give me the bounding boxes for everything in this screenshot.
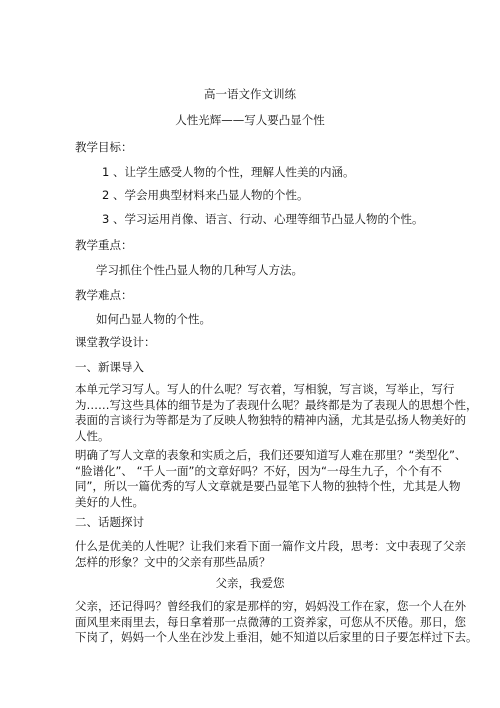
objectives-heading: 教学目标：: [75, 140, 133, 154]
design-heading: 课堂教学设计：: [75, 335, 156, 349]
paragraph-line: 面风里来雨里去，每日拿着那一点微薄的工资养家，可您从不厌倦。那日，您: [75, 614, 466, 629]
document-subtitle: 人性光辉——写人要凸显个性: [175, 113, 325, 127]
excerpt-title: 父亲，我爱您: [215, 576, 285, 590]
difficulty-heading: 教学难点：: [75, 288, 133, 302]
objective-item: 3 、学习运用肖像、语言、行动、心理等细节凸显人物的个性。: [102, 212, 424, 226]
paragraph-line: 什么是优美的人性呢？让我们来看下面一篇作文片段，思考：文中表现了父亲: [75, 539, 466, 553]
section-heading: 一、新课导入: [75, 360, 144, 374]
paragraph: [75, 382, 478, 444]
paragraph-line: 人性。: [75, 428, 110, 443]
excerpt-paragraph: [75, 599, 478, 646]
paragraph-line: “脸谱化”、 “千人一面”的文章好吗？不好，因为“一母生九子，个个有不: [75, 463, 442, 478]
paragraph-line: 表面的言谈行为等都是为了反映人物独特的精神内涵，尤其是弘扬人物美好的: [75, 413, 466, 427]
paragraph-line: 下岗了，妈妈一个人坐在沙发上垂泪，她不知道以后家里的日子要怎样过下去。: [75, 630, 478, 644]
objective-item: 2 、学会用典型材料来凸显人物的个性。: [102, 188, 309, 202]
paragraph-line: 明确了写人文章的表象和实质之后，我们还要知道写人难在那里？“类型化”、: [75, 448, 467, 462]
paragraph: [75, 539, 466, 570]
paragraph-line: 为……写这些具体的细节是为了表现什么呢？最终都是为了表现人的思想个性，: [75, 397, 478, 412]
section-heading: 二、话题探讨: [75, 515, 144, 529]
objective-item: 1 、让学生感受人物的个性，理解人性美的内涵。: [102, 165, 355, 179]
paragraph-line: 怎样的形象？文中的父亲有那些品质？: [75, 554, 271, 569]
document-title: 高一语文作文训练: [204, 87, 296, 101]
paragraph-line: 美好的人性。: [75, 494, 144, 509]
paragraph-line: 同”，所以一篇优秀的写人文章就是要凸显笔下人物的独特个性，尤其是人物: [75, 479, 461, 493]
key-point-text: 学习抓住个性凸显人物的几种写人方法。: [96, 263, 303, 277]
key-point-heading: 教学重点：: [75, 238, 133, 252]
paragraph-line: 父亲，还记得吗？曾经我们的家是那样的穷，妈妈没工作在家，您一个人在外: [75, 599, 466, 613]
paragraph: [75, 448, 466, 510]
paragraph-line: 本单元学习写人。写人的什么呢？写衣着，写相貌，写言谈，写举止，写行: [75, 382, 455, 396]
difficulty-text: 如何凸显人物的个性。: [96, 312, 211, 326]
